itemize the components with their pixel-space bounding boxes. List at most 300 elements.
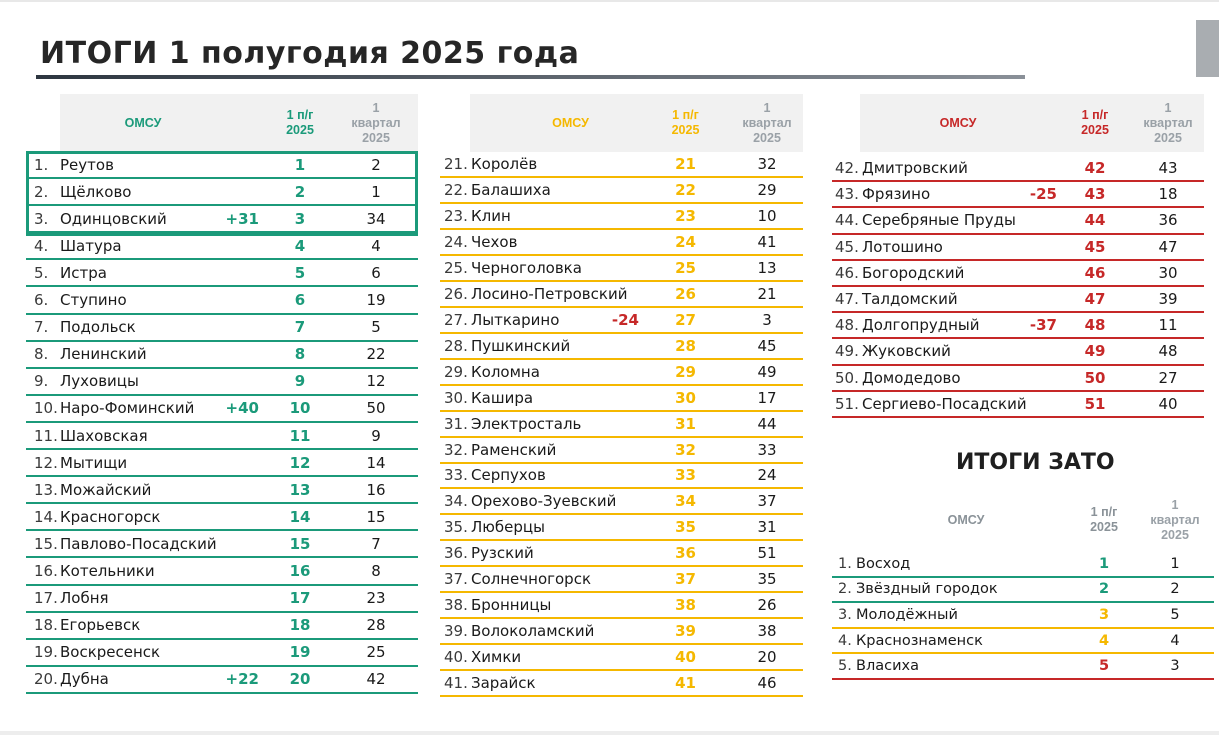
row-number: 32. xyxy=(444,440,468,459)
quarter-rank: 13 xyxy=(757,258,777,277)
municipality-name: Шаховская xyxy=(60,426,148,445)
municipality-name: Королёв xyxy=(471,154,538,173)
table-row xyxy=(832,578,1214,604)
municipality-name: Люберцы xyxy=(471,518,545,537)
table-header xyxy=(60,94,418,152)
quarter-rank: 11 xyxy=(1158,316,1178,335)
rank-change: +22 xyxy=(225,670,259,689)
municipality-name: Молодёжный xyxy=(856,606,958,623)
row-number: 39. xyxy=(444,622,468,641)
omsu-column-header: ОМСУ xyxy=(552,115,589,130)
quarter-rank: 19 xyxy=(366,291,386,310)
municipality-name: Серебряные Пруды xyxy=(862,211,1016,230)
table-row xyxy=(440,152,803,178)
quarter-rank: 34 xyxy=(366,209,386,228)
half-year-column-header: 1 п/г 2025 xyxy=(671,108,700,137)
municipality-name: Котельники xyxy=(60,562,155,581)
municipality-name: Звёздный городок xyxy=(856,581,998,598)
row-number: 25. xyxy=(444,258,468,277)
table-row xyxy=(440,334,803,360)
municipality-name: Химки xyxy=(471,648,522,667)
quarter-rank: 14 xyxy=(366,453,386,472)
row-number: 51. xyxy=(835,394,859,413)
row-number: 21. xyxy=(444,154,468,173)
table-row xyxy=(440,567,803,593)
omsu-column-header: ОМСУ xyxy=(124,115,162,130)
table-row xyxy=(26,233,418,260)
quarter-rank: 43 xyxy=(1158,159,1178,178)
half-year-rank: 15 xyxy=(289,534,311,553)
half-year-rank: 3 xyxy=(1098,606,1110,623)
half-year-rank: 40 xyxy=(675,648,696,667)
quarter-rank: 48 xyxy=(1158,342,1178,361)
table-row xyxy=(26,667,418,694)
row-number: 1. xyxy=(34,155,49,174)
quarter-rank: 20 xyxy=(757,648,777,667)
rank-change: +31 xyxy=(225,209,259,228)
quarter-rank: 3 xyxy=(762,310,772,329)
row-number: 38. xyxy=(444,596,468,615)
table-row xyxy=(26,179,418,206)
row-number: 3. xyxy=(34,209,49,228)
municipality-name: Долгопрудный xyxy=(862,316,980,335)
quarter-rank: 39 xyxy=(1158,290,1178,309)
municipality-name: Клин xyxy=(471,206,511,225)
quarter-rank: 26 xyxy=(757,596,777,615)
row-number: 23. xyxy=(444,206,468,225)
half-year-rank: 28 xyxy=(675,336,696,355)
table-row xyxy=(26,315,418,342)
quarter-rank: 25 xyxy=(366,643,386,662)
quarter-rank: 50 xyxy=(366,399,386,418)
half-year-rank: 43 xyxy=(1084,185,1106,204)
quarter-rank: 42 xyxy=(366,670,386,689)
half-year-rank: 37 xyxy=(675,570,696,589)
half-year-rank: 23 xyxy=(675,206,696,225)
row-number: 41. xyxy=(444,674,468,693)
table-row xyxy=(440,619,803,645)
table-row xyxy=(832,313,1204,339)
row-number: 27. xyxy=(444,310,468,329)
half-year-rank: 18 xyxy=(289,616,311,635)
row-number: 34. xyxy=(444,492,468,511)
table-header xyxy=(832,491,1214,549)
row-number: 33. xyxy=(444,466,468,485)
quarter-rank: 37 xyxy=(757,492,777,511)
row-number: 17. xyxy=(34,589,58,608)
quarter-rank: 29 xyxy=(757,180,777,199)
municipality-name: Орехово-Зуевский xyxy=(471,492,617,511)
half-year-rank: 5 xyxy=(1098,658,1110,675)
quarter-rank: 51 xyxy=(757,544,777,563)
half-year-rank: 46 xyxy=(1084,263,1106,282)
row-number: 29. xyxy=(444,362,468,381)
municipality-name: Павлово-Посадский xyxy=(60,534,217,553)
table-row xyxy=(832,261,1204,287)
row-number: 16. xyxy=(34,562,58,581)
municipality-name: Восход xyxy=(856,555,911,572)
municipality-name: Домодедово xyxy=(862,368,961,387)
half-year-rank: 35 xyxy=(675,518,696,537)
municipality-name: Жуковский xyxy=(862,342,951,361)
row-number: 15. xyxy=(34,534,58,553)
omsu-column-header: ОМСУ xyxy=(947,512,985,527)
row-number: 47. xyxy=(835,290,859,309)
municipality-name: Черноголовка xyxy=(471,258,582,277)
municipality-name: Егорьевск xyxy=(60,616,141,635)
municipality-name: Мытищи xyxy=(60,453,128,472)
row-number: 44. xyxy=(835,211,859,230)
municipality-name: Подольск xyxy=(60,318,136,337)
municipality-name: Бронницы xyxy=(471,596,552,615)
quarter-rank: 2 xyxy=(1170,581,1180,598)
municipality-name: Серпухов xyxy=(471,466,546,485)
half-year-rank: 51 xyxy=(1084,394,1106,413)
half-year-rank: 33 xyxy=(675,466,696,485)
half-year-rank: 1 xyxy=(1098,555,1110,572)
quarter-rank: 32 xyxy=(757,154,777,173)
municipality-name: Дмитровский xyxy=(862,159,968,178)
half-year-rank: 6 xyxy=(294,291,306,310)
title-underline xyxy=(36,75,1025,79)
table-row xyxy=(832,235,1204,261)
table-row xyxy=(440,308,803,334)
omsu-column-header: ОМСУ xyxy=(939,115,977,130)
half-year-rank: 11 xyxy=(289,426,311,445)
municipality-name: Можайский xyxy=(60,480,152,499)
half-year-rank: 20 xyxy=(289,670,311,689)
quarter-rank: 28 xyxy=(366,616,386,635)
half-year-rank: 44 xyxy=(1084,211,1106,230)
row-number: 2. xyxy=(34,182,49,201)
municipality-name: Кашира xyxy=(471,388,534,407)
table-header xyxy=(860,94,1204,152)
half-year-rank: 48 xyxy=(1084,316,1106,335)
row-number: 9. xyxy=(34,372,49,391)
table-row xyxy=(26,504,418,531)
municipality-name: Краснознаменск xyxy=(856,632,983,649)
quarter-rank: 5 xyxy=(371,318,381,337)
municipality-name: Луховицы xyxy=(60,372,139,391)
quarter-rank: 31 xyxy=(757,518,777,537)
municipality-name: Пушкинский xyxy=(471,336,571,355)
half-year-rank: 19 xyxy=(289,643,311,662)
row-number: 31. xyxy=(444,414,468,433)
row-number: 50. xyxy=(835,368,859,387)
quarter-rank: 1 xyxy=(371,182,381,201)
row-number: 46. xyxy=(835,263,859,282)
row-number: 45. xyxy=(835,237,859,256)
row-number: 5. xyxy=(838,658,852,675)
quarter-rank: 10 xyxy=(757,206,777,225)
rank-change: -25 xyxy=(1029,185,1057,204)
quarter-rank: 5 xyxy=(1170,606,1180,623)
row-number: 13. xyxy=(34,480,58,499)
corner-decoration xyxy=(1196,20,1219,77)
municipality-name: Фрязино xyxy=(862,185,931,204)
row-number: 49. xyxy=(835,342,859,361)
quarter-rank: 45 xyxy=(757,336,777,355)
table-row xyxy=(26,450,418,477)
municipality-name: Волоколамский xyxy=(471,622,595,641)
row-number: 12. xyxy=(34,453,58,472)
table-row xyxy=(26,423,418,450)
municipality-name: Шатура xyxy=(60,236,122,255)
half-year-rank: 13 xyxy=(289,480,311,499)
quarter-rank: 35 xyxy=(757,570,777,589)
municipality-name: Реутов xyxy=(60,155,114,174)
row-number: 19. xyxy=(34,643,58,662)
table-row xyxy=(832,208,1204,234)
half-year-rank: 1 xyxy=(294,155,306,174)
quarter-rank: 44 xyxy=(757,414,777,433)
row-number: 1. xyxy=(838,555,852,572)
quarter-rank: 33 xyxy=(757,440,777,459)
top-frame-line xyxy=(0,0,1219,2)
municipality-name: Богородский xyxy=(862,263,965,282)
row-number: 4. xyxy=(34,236,49,255)
row-number: 37. xyxy=(444,570,468,589)
table-row xyxy=(440,489,803,515)
quarter-rank: 16 xyxy=(366,480,386,499)
municipality-name: Одинцовский xyxy=(60,209,167,228)
table-row xyxy=(26,586,418,613)
municipality-name: Электросталь xyxy=(471,414,582,433)
table-row xyxy=(832,392,1204,418)
row-number: 6. xyxy=(34,291,49,310)
half-year-rank: 47 xyxy=(1084,290,1106,309)
quarter-rank: 24 xyxy=(757,466,777,485)
half-year-rank: 36 xyxy=(675,544,696,563)
municipality-name: Солнечногорск xyxy=(471,570,592,589)
rank-change: -37 xyxy=(1029,316,1057,335)
table-row xyxy=(832,654,1214,680)
table-row xyxy=(440,515,803,541)
half-year-rank: 31 xyxy=(675,414,696,433)
table-row xyxy=(440,282,803,308)
half-year-rank: 22 xyxy=(675,180,696,199)
zato-section-title: ИТОГИ ЗАТО xyxy=(956,450,1115,475)
quarter-rank: 4 xyxy=(1170,632,1180,649)
municipality-name: Раменский xyxy=(471,440,557,459)
table-header xyxy=(470,94,803,152)
half-year-rank: 4 xyxy=(294,236,306,255)
municipality-name: Наро-Фоминский xyxy=(60,399,195,418)
quarter-rank: 7 xyxy=(371,534,381,553)
table-row xyxy=(440,230,803,256)
quarter-rank: 9 xyxy=(371,426,381,445)
quarter-rank: 3 xyxy=(1170,658,1180,675)
quarter-rank: 4 xyxy=(371,236,381,255)
half-year-rank: 4 xyxy=(1098,632,1110,649)
quarter-rank: 21 xyxy=(757,284,777,303)
half-year-rank: 25 xyxy=(675,258,696,277)
row-number: 42. xyxy=(835,159,859,178)
table-row xyxy=(26,531,418,558)
municipality-name: Лосино-Петровский xyxy=(471,284,628,303)
table-row xyxy=(26,206,418,233)
municipality-name: Воскресенск xyxy=(60,643,161,662)
quarter-column-header: 1 квартал 2025 xyxy=(1143,100,1193,145)
row-number: 22. xyxy=(444,180,468,199)
table-row xyxy=(440,593,803,619)
row-number: 2. xyxy=(838,581,852,598)
half-year-rank: 39 xyxy=(675,622,696,641)
municipality-name: Истра xyxy=(60,263,107,282)
half-year-rank: 49 xyxy=(1084,342,1106,361)
municipality-name: Ленинский xyxy=(60,345,147,364)
table-row xyxy=(440,671,803,697)
half-year-rank: 27 xyxy=(675,310,696,329)
half-year-column-header: 1 п/г 2025 xyxy=(1090,505,1118,534)
table-row xyxy=(832,182,1204,208)
municipality-name: Лобня xyxy=(60,589,109,608)
quarter-rank: 1 xyxy=(1170,555,1180,572)
half-year-rank: 45 xyxy=(1084,237,1106,256)
row-number: 10. xyxy=(34,399,58,418)
municipality-name: Чехов xyxy=(471,232,518,251)
half-year-rank: 3 xyxy=(294,209,306,228)
row-number: 35. xyxy=(444,518,468,537)
half-year-rank: 24 xyxy=(675,232,696,251)
half-year-rank: 2 xyxy=(294,182,306,201)
quarter-rank: 49 xyxy=(757,362,777,381)
quarter-rank: 46 xyxy=(757,674,777,693)
half-year-rank: 17 xyxy=(289,589,311,608)
half-year-rank: 29 xyxy=(675,362,696,381)
table-row xyxy=(440,541,803,567)
row-number: 3. xyxy=(838,606,852,623)
municipality-name: Балашиха xyxy=(471,180,551,199)
table-row xyxy=(440,464,803,490)
quarter-rank: 8 xyxy=(371,562,381,581)
half-year-rank: 21 xyxy=(675,154,696,173)
row-number: 8. xyxy=(34,345,49,364)
half-year-rank: 16 xyxy=(289,562,311,581)
quarter-column-header: 1 квартал 2025 xyxy=(1150,497,1200,542)
half-year-rank: 14 xyxy=(289,507,311,526)
half-year-rank: 32 xyxy=(675,440,696,459)
table-row xyxy=(26,559,418,586)
municipality-name: Власиха xyxy=(856,658,919,675)
municipality-name: Коломна xyxy=(471,362,540,381)
row-number: 14. xyxy=(34,507,58,526)
table-row xyxy=(26,342,418,369)
table-row xyxy=(26,369,418,396)
table-row xyxy=(26,396,418,423)
municipality-name: Сергиево-Посадский xyxy=(862,394,1027,413)
row-number: 11. xyxy=(34,426,58,445)
half-year-column-header: 1 п/г 2025 xyxy=(1081,108,1109,137)
half-year-rank: 8 xyxy=(294,345,306,364)
table-row xyxy=(26,613,418,640)
half-year-rank: 7 xyxy=(294,318,306,337)
half-year-rank: 42 xyxy=(1084,159,1106,178)
row-number: 7. xyxy=(34,318,49,337)
municipality-name: Лотошино xyxy=(862,237,943,256)
quarter-rank: 27 xyxy=(1158,368,1178,387)
half-year-rank: 10 xyxy=(289,399,311,418)
quarter-rank: 47 xyxy=(1158,237,1178,256)
row-number: 43. xyxy=(835,185,859,204)
table-row xyxy=(26,640,418,667)
table-row xyxy=(26,152,418,179)
quarter-rank: 22 xyxy=(366,345,386,364)
table-row xyxy=(832,552,1214,578)
quarter-rank: 17 xyxy=(757,388,777,407)
half-year-column-header: 1 п/г 2025 xyxy=(286,108,314,137)
table-row xyxy=(440,204,803,230)
table-row xyxy=(440,645,803,671)
row-number: 18. xyxy=(34,616,58,635)
half-year-rank: 38 xyxy=(675,596,696,615)
rank-change: -24 xyxy=(611,310,639,329)
quarter-rank: 23 xyxy=(366,589,386,608)
table-row xyxy=(440,256,803,282)
quarter-rank: 38 xyxy=(757,622,777,641)
page-title: ИТОГИ 1 полугодия 2025 года xyxy=(40,36,580,71)
row-number: 28. xyxy=(444,336,468,355)
quarter-column-header: 1 квартал 2025 xyxy=(742,100,792,145)
row-number: 20. xyxy=(34,670,58,689)
quarter-rank: 12 xyxy=(366,372,386,391)
half-year-rank: 50 xyxy=(1084,368,1106,387)
row-number: 30. xyxy=(444,388,468,407)
row-number: 24. xyxy=(444,232,468,251)
quarter-rank: 36 xyxy=(1158,211,1178,230)
table-row xyxy=(440,386,803,412)
row-number: 36. xyxy=(444,544,468,563)
bottom-frame-line xyxy=(0,731,1219,735)
municipality-name: Лыткарино xyxy=(471,310,560,329)
quarter-rank: 6 xyxy=(371,263,381,282)
table-row xyxy=(26,477,418,504)
half-year-rank: 9 xyxy=(294,372,306,391)
quarter-rank: 30 xyxy=(1158,263,1178,282)
row-number: 26. xyxy=(444,284,468,303)
half-year-rank: 34 xyxy=(675,492,696,511)
half-year-rank: 26 xyxy=(675,284,696,303)
table-row xyxy=(26,288,418,315)
table-row xyxy=(832,629,1214,655)
row-number: 40. xyxy=(444,648,468,667)
row-number: 48. xyxy=(835,316,859,335)
table-row xyxy=(440,360,803,386)
municipality-name: Рузский xyxy=(471,544,534,563)
half-year-rank: 5 xyxy=(294,263,306,282)
table-row xyxy=(832,287,1204,313)
table-row xyxy=(440,178,803,204)
table-row xyxy=(26,260,418,287)
half-year-rank: 12 xyxy=(289,453,311,472)
table-row xyxy=(832,156,1204,182)
half-year-rank: 2 xyxy=(1098,581,1110,598)
municipality-name: Ступино xyxy=(60,291,127,310)
table-row xyxy=(832,339,1204,365)
quarter-rank: 40 xyxy=(1158,394,1178,413)
rank-change: +40 xyxy=(225,399,259,418)
municipality-name: Зарайск xyxy=(471,674,536,693)
municipality-name: Щёлково xyxy=(60,182,132,201)
quarter-column-header: 1 квартал 2025 xyxy=(351,100,401,145)
table-row xyxy=(832,603,1214,629)
quarter-rank: 2 xyxy=(371,155,381,174)
table-row xyxy=(440,412,803,438)
table-row xyxy=(832,366,1204,392)
municipality-name: Талдомский xyxy=(862,290,958,309)
quarter-rank: 15 xyxy=(366,507,386,526)
table-row xyxy=(440,438,803,464)
